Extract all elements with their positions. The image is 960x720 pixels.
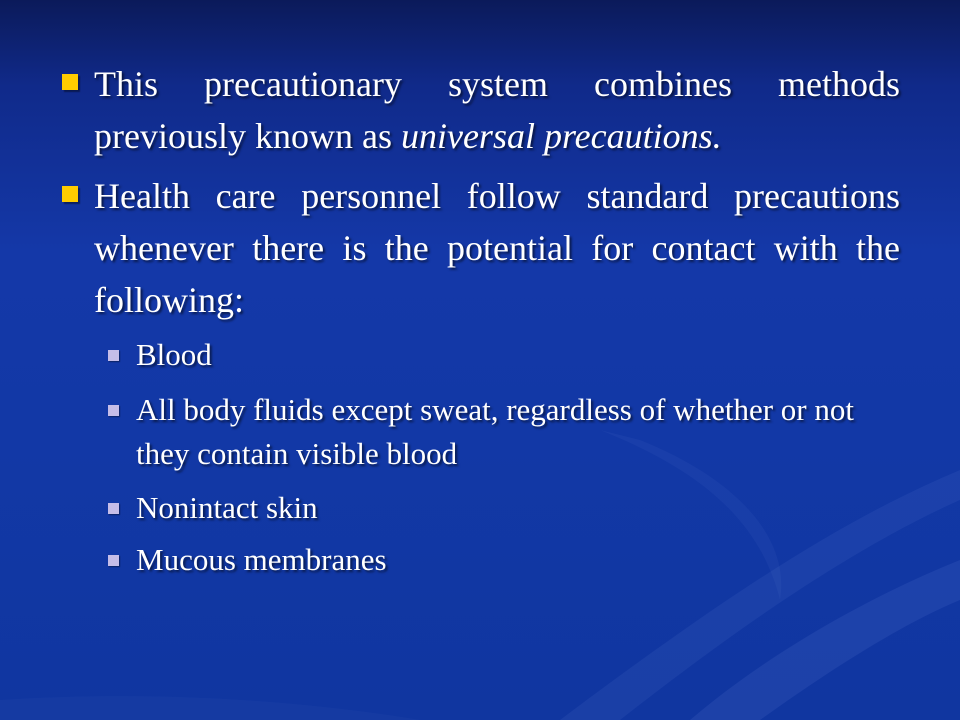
- square-bullet-icon: [108, 555, 119, 566]
- bullet-text-1-italic: universal precautions.: [400, 116, 722, 156]
- sub-bullet-text-2: All body fluids except sweat, regardless of whether or not they contain visible blood: [136, 392, 854, 471]
- square-bullet-icon: [62, 74, 78, 90]
- bullet-text-1: [94, 58, 900, 162]
- sub-bullet-item-1: [108, 333, 908, 377]
- sub-bullet-item-2: [108, 388, 908, 476]
- bullet-text-2: Health care personnel follow standard precautions whenever there is the potential for contact with the following:: [94, 176, 900, 320]
- sub-bullet-text-4: Mucous membranes: [136, 542, 387, 577]
- bullet-item-2: [62, 170, 900, 326]
- sub-bullet-text-1: Blood: [136, 337, 212, 372]
- sub-bullet-text-3: Nonintact skin: [136, 490, 318, 525]
- square-bullet-icon: [108, 405, 119, 416]
- square-bullet-icon: [108, 503, 119, 514]
- square-bullet-icon: [108, 350, 119, 361]
- bullet-text-1-regular: This precautionary system combines methods previously known as: [94, 64, 900, 156]
- sub-bullet-item-4: [108, 538, 908, 582]
- square-bullet-icon: [62, 186, 78, 202]
- sub-bullet-item-3: [108, 486, 908, 530]
- bullet-item-1: [62, 58, 900, 162]
